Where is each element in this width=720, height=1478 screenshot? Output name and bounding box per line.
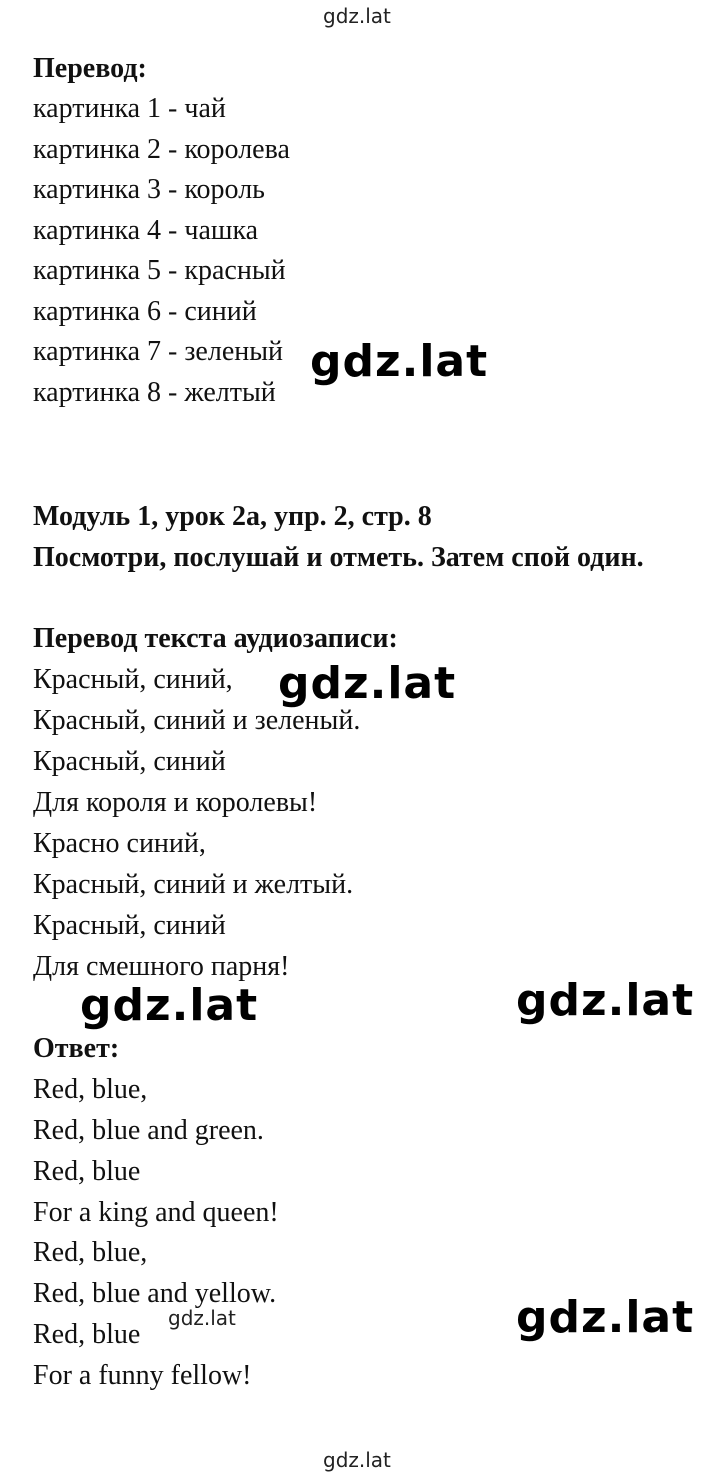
audio-heading: Перевод текста аудиозаписи: xyxy=(33,623,398,654)
answer-line: Red, blue, xyxy=(33,1074,148,1105)
translation-item: картинка 3 - король xyxy=(33,174,265,205)
audio-line: Красный, синий xyxy=(33,910,226,941)
audio-line: Для короля и королевы! xyxy=(33,787,318,818)
audio-line: Для смешного парня! xyxy=(33,951,290,982)
watermark: gdz.lat xyxy=(516,1292,695,1343)
watermark: gdz.lat xyxy=(310,336,489,387)
watermark: gdz.lat xyxy=(80,980,259,1031)
translation-item: картинка 6 - синий xyxy=(33,296,257,327)
answer-line: Red, blue and green. xyxy=(33,1115,264,1146)
audio-line: Красный, синий, xyxy=(33,664,233,695)
exercise-title: Модуль 1, урок 2а, упр. 2, стр. 8 xyxy=(33,501,432,532)
answer-line: For a funny fellow! xyxy=(33,1360,252,1391)
translation-item: картинка 4 - чашка xyxy=(33,215,259,246)
watermark-small: gdz.lat xyxy=(168,1306,236,1330)
exercise-instruction: Посмотри, послушай и отметь. Затем спой один. xyxy=(33,542,644,573)
audio-line: Красно синий, xyxy=(33,828,206,859)
translation-item: картинка 2 - королева xyxy=(33,134,290,165)
translation-item: картинка 8 - желтый xyxy=(33,377,276,408)
answer-line: Red, blue, xyxy=(33,1237,148,1268)
watermark: gdz.lat xyxy=(278,658,457,709)
translation-item: картинка 5 - красный xyxy=(33,255,286,286)
translation-heading: Перевод: xyxy=(33,53,147,84)
answer-line: Red, blue and yellow. xyxy=(33,1278,277,1309)
translation-item: картинка 7 - зеленый xyxy=(33,336,284,367)
answer-line: For a king and queen! xyxy=(33,1197,279,1228)
audio-line: Красный, синий и зеленый. xyxy=(33,705,361,736)
watermark: gdz.lat xyxy=(516,975,695,1026)
audio-line: Красный, синий и желтый. xyxy=(33,869,354,900)
translation-item: картинка 1 - чай xyxy=(33,93,226,124)
watermark-top: gdz.lat xyxy=(323,4,391,28)
answer-line: Red, blue xyxy=(33,1156,141,1187)
watermark-bottom: gdz.lat xyxy=(323,1448,391,1472)
answer-line: Red, blue xyxy=(33,1319,141,1350)
answer-heading: Ответ: xyxy=(33,1033,120,1064)
audio-line: Красный, синий xyxy=(33,746,226,777)
